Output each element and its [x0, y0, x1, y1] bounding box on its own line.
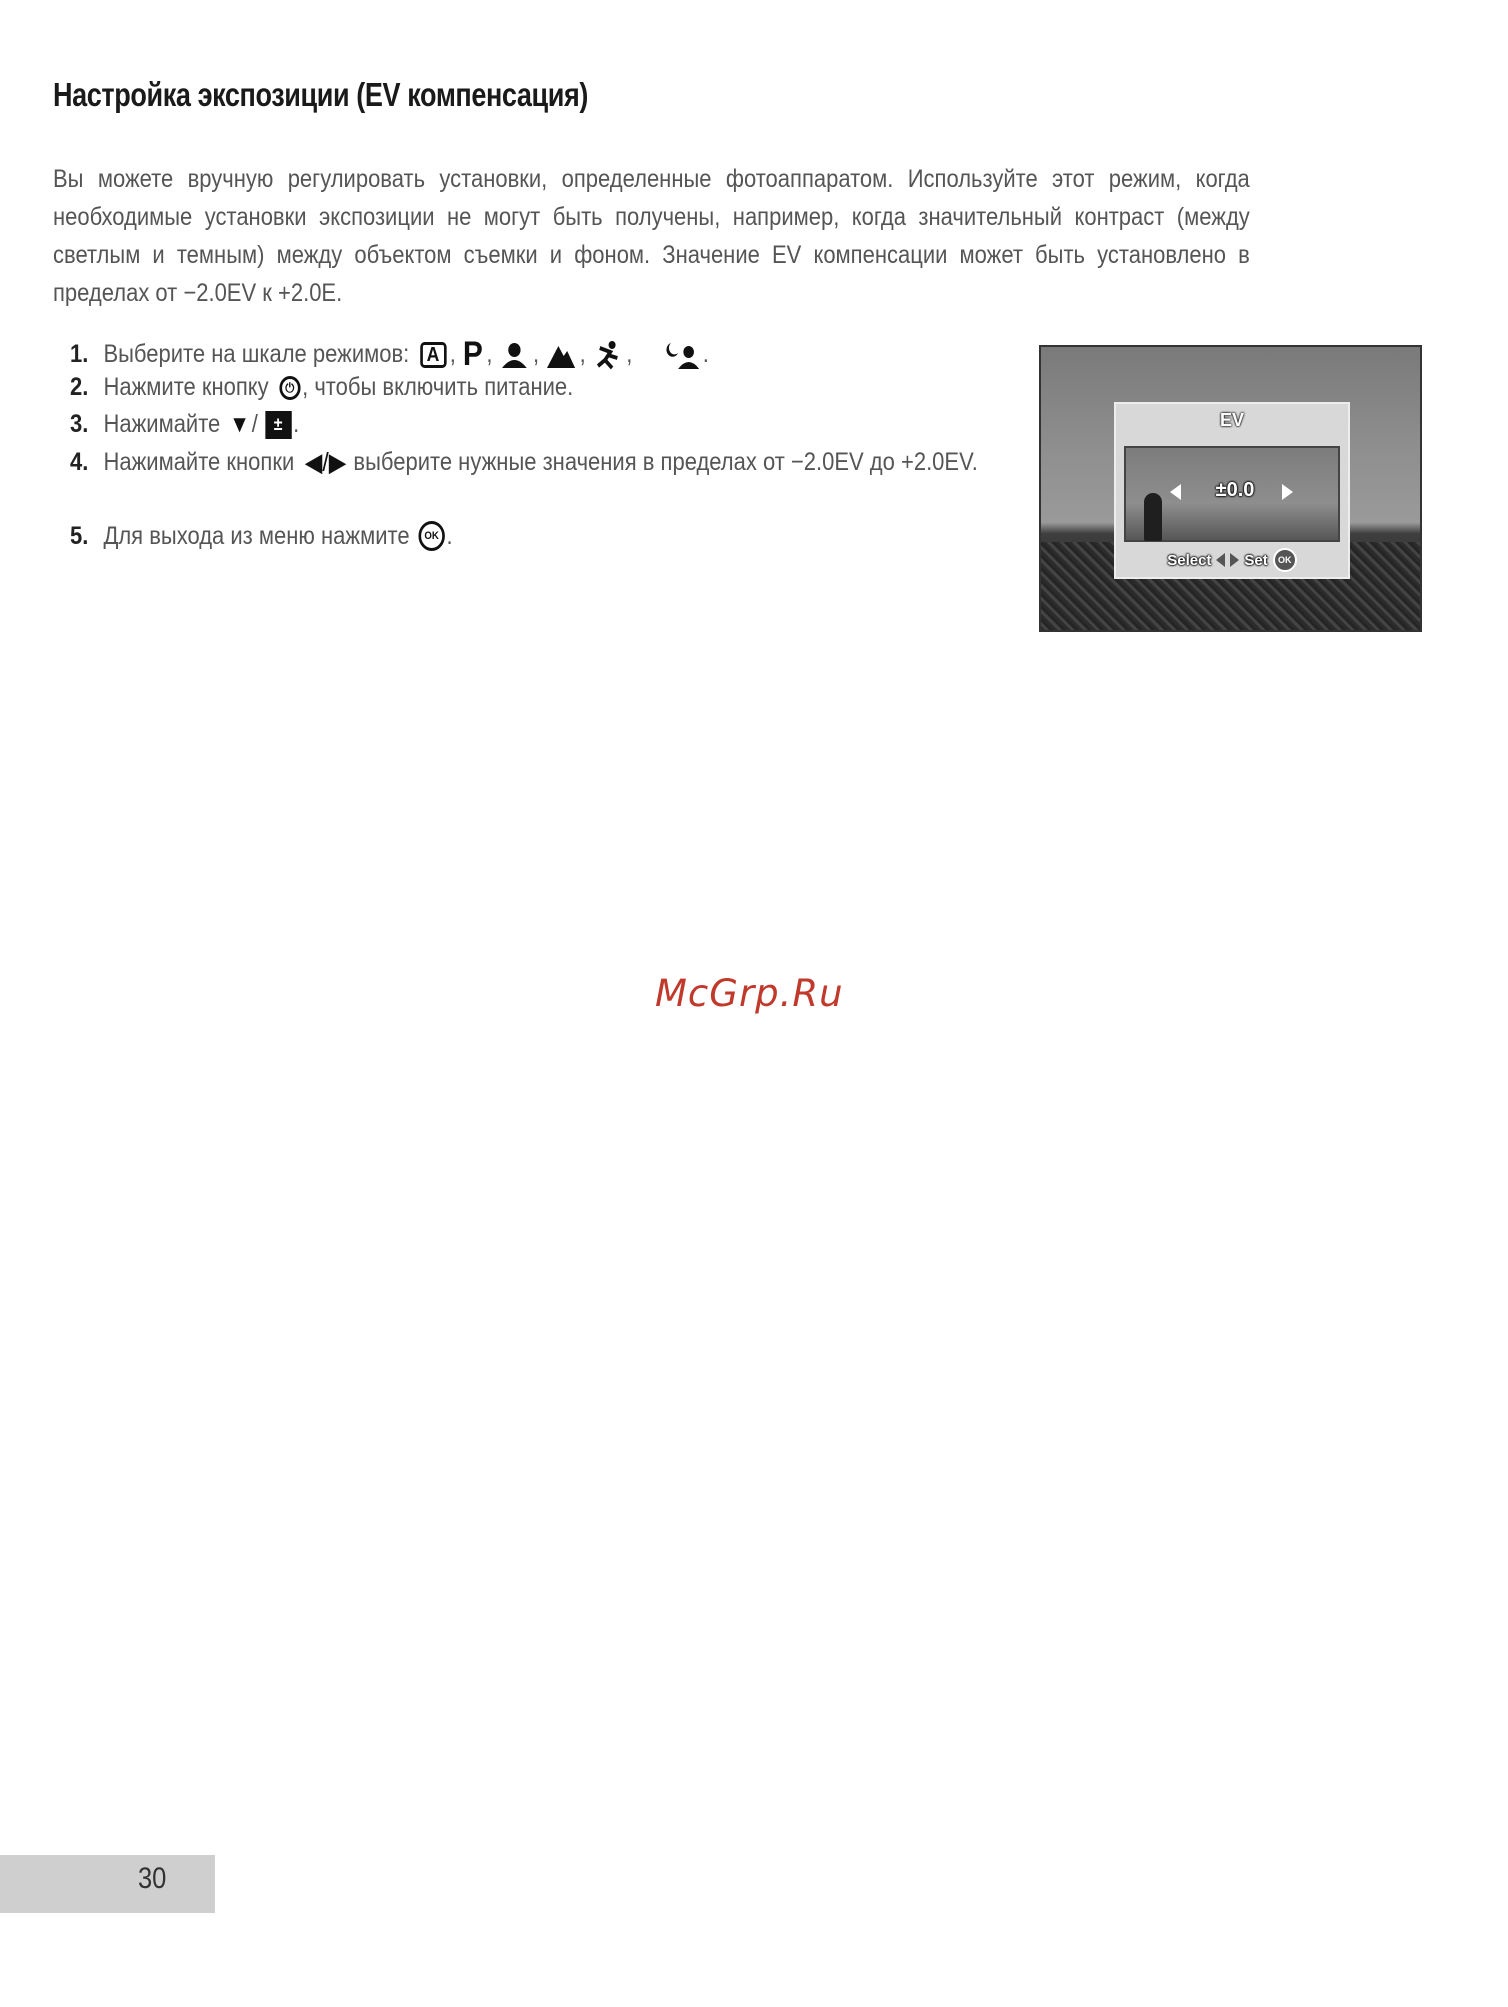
step-text: Выберите на шкале режимов: [103, 340, 410, 368]
set-label: Set [1244, 551, 1268, 569]
step-text: Нажимайте кнопки [103, 448, 295, 476]
page-title: Настройка экспозиции (EV компенсация) [53, 76, 588, 113]
step-text: Для выхода из меню нажмите [103, 521, 410, 550]
night-portrait-mode-icon [666, 341, 701, 369]
portrait-mode-icon [500, 342, 530, 368]
left-arrow-icon [1170, 484, 1181, 500]
right-triangle-icon [1230, 553, 1239, 567]
right-arrow-icon [1282, 484, 1293, 500]
ev-compensation-icon: ± [265, 411, 291, 439]
ok-button-icon: OK [418, 521, 444, 551]
step-end: . [702, 340, 709, 368]
step-number: 2. [70, 373, 89, 401]
step-text: Нажимайте [103, 410, 221, 438]
step-number: 5. [70, 521, 89, 550]
step-text: Нажмите кнопку [103, 373, 269, 401]
ev-value: ±0.0 [1215, 479, 1255, 501]
mode-auto-icon: A [420, 342, 446, 368]
left-triangle-icon [1216, 553, 1225, 567]
mode-program-icon: P [462, 335, 483, 373]
intro-paragraph: Вы можете вручную регулировать установки, определенные фотоаппаратом. Используйте этот режим, когда необходимые установки экспозиции не могут быть получены, например, когда значительный контраст (между светлым и темным) между объектом съемки и фоном. Значение EV компенсации может быть установлено в пределах от −2.0EV к +2.0E. [53, 165, 1250, 307]
ev-menu-footer [1116, 545, 1348, 575]
step-text-after: выберите нужные значения в пределах от −2.0EV до +2.0EV. [353, 448, 978, 476]
step-2 [70, 373, 573, 402]
camera-screen-image [1039, 345, 1422, 632]
step-end: . [293, 410, 300, 438]
watermark: McGrp.Ru [655, 972, 844, 1015]
step-1: 1. Выберите на шкале режимов: A , P , , , , . [70, 335, 709, 373]
page-number: 30 [138, 1862, 167, 1895]
step-3 [70, 410, 299, 439]
step-text-after: , чтобы включить питание. [302, 373, 574, 401]
sport-mode-icon [593, 340, 623, 370]
power-icon: ⏻ [279, 376, 300, 400]
tree-silhouette [1144, 493, 1162, 541]
landscape-mode-icon [546, 342, 576, 368]
step-number: 4. [70, 448, 89, 476]
step-number: 3. [70, 410, 89, 438]
select-label: Select [1167, 551, 1212, 569]
ev-preview [1124, 446, 1340, 542]
step-end: . [446, 521, 453, 550]
left-right-arrows-icon: ◀/▶ [304, 447, 347, 477]
ok-circle-icon: OK [1273, 548, 1297, 572]
down-arrow-icon: ▼ [229, 410, 251, 438]
step-slash: / [251, 410, 258, 438]
ev-menu-box [1114, 402, 1350, 579]
step-4 [70, 447, 978, 478]
step-5 [70, 521, 453, 551]
ev-menu-title: EV [1219, 410, 1244, 430]
step-number: 1. [70, 340, 89, 368]
page-number-box [0, 1855, 215, 1913]
